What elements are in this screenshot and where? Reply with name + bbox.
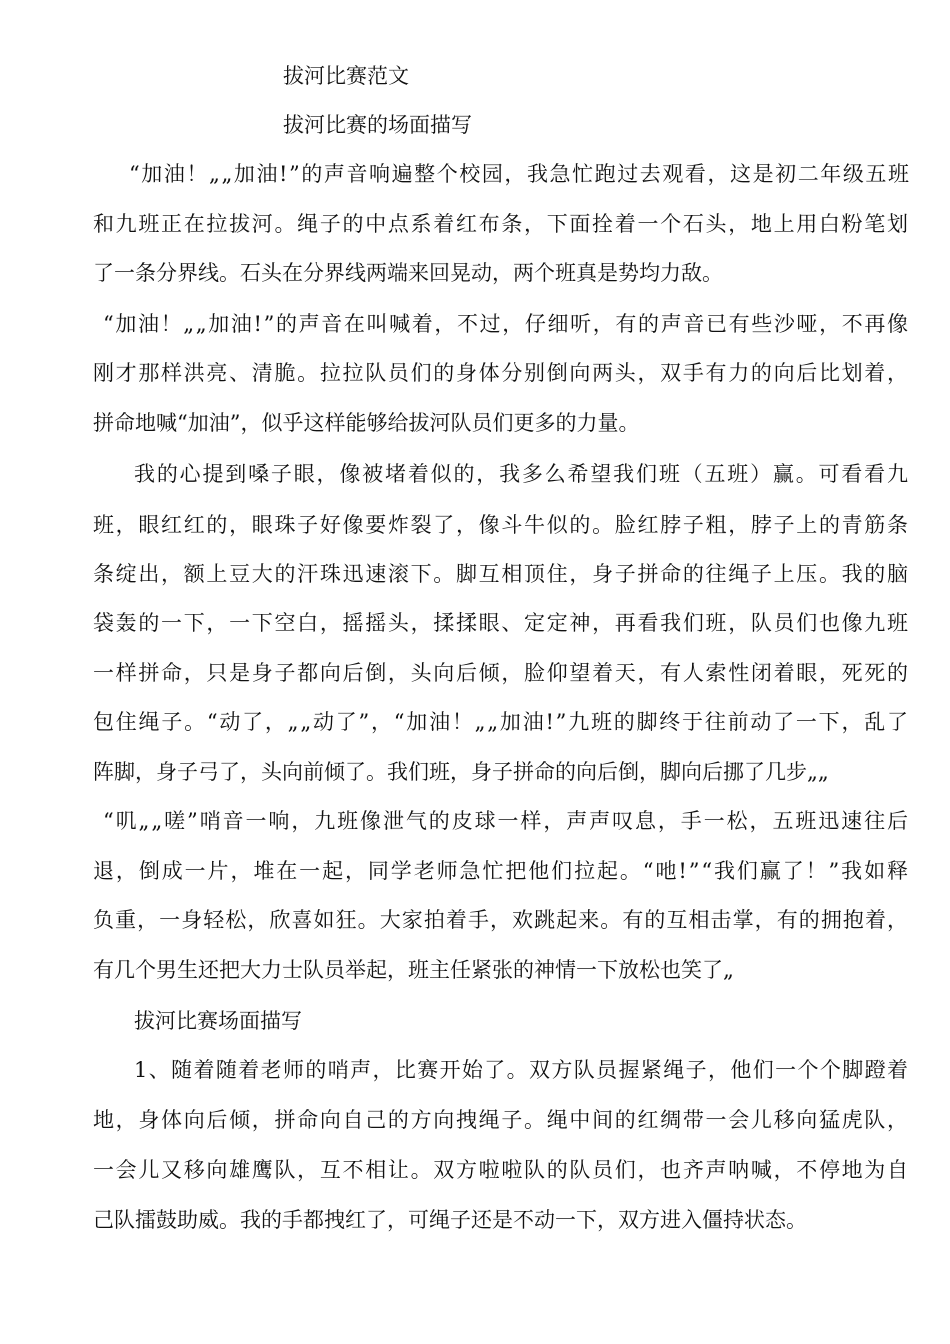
document-title: 拔河比赛范文 xyxy=(283,64,409,88)
section-heading: 拔河比赛场面描写 xyxy=(134,1009,302,1033)
paragraph-line: 阵脚，身子弓了，头向前倾了。我们班，身子拼命的向后倒，脚向后挪了几步„„ xyxy=(93,760,829,784)
paragraph-line: 班，眼红红的，眼珠子好像要炸裂了，像斗牛似的。脸红脖子粗，脖子上的青筋条 xyxy=(93,513,910,537)
paragraph-line: “加油！„„加油!”的声音响遍整个校园，我急忙跑过去观看，这是初二年级五班 xyxy=(129,162,911,186)
paragraph-line: 刚才那样洪亮、清脆。拉拉队员们的身体分别倒向两头，双手有力的向后比划着， xyxy=(93,361,910,385)
paragraph-line: “加油！„„加油!”的声音在叫喊着，不过，仔细听，有的声音已有些沙哑，不再像 xyxy=(103,312,910,336)
paragraph-line: 地，身体向后倾，拼命向自己的方向拽绳子。绳中间的红绸带一会儿移向猛虎队， xyxy=(93,1108,910,1132)
paragraph-line: 了一条分界线。石头在分界线两端来回晃动，两个班真是势均力敌。 xyxy=(93,261,723,285)
document-subtitle: 拔河比赛的场面描写 xyxy=(283,113,472,137)
paragraph-line: 负重，一身轻松，欣喜如狂。大家拍着手，欢跳起来。有的互相击掌，有的拥抱着， xyxy=(93,908,910,932)
paragraph-line: 袋轰的一下，一下空白，摇摇头，揉揉眼、定定神，再看我们班，队员们也像九班 xyxy=(93,611,910,635)
paragraph-line: “叽„„嗟”哨音一响，九班像泄气的皮球一样，声声叹息，手一松，五班迅速往后 xyxy=(103,809,910,833)
paragraph-line: 己队擂鼓助威。我的手都拽红了，可绳子还是不动一下，双方进入僵持状态。 xyxy=(93,1208,807,1232)
paragraph-line: 我的心提到嗓子眼，像被堵着似的，我多么希望我们班（五班）赢。可看看九 xyxy=(134,462,910,486)
paragraph-line: 有几个男生还把大力士队员举起，班主任紧张的神情一下放松也笑了„ xyxy=(93,958,734,982)
paragraph-line: 1、随着随着老师的哨声，比赛开始了。双方队员握紧绳子，他们一个个脚蹬着 xyxy=(134,1058,910,1082)
paragraph-line: 退，倒成一片，堆在一起，同学老师急忙把他们拉起。“吔!”“我们赢了！”我如释 xyxy=(93,859,910,883)
paragraph-line: 和九班正在拉拔河。绳子的中点系着红布条，下面拴着一个石头，地上用白粉笔划 xyxy=(93,212,910,236)
paragraph-line: 一会儿又移向雄鹰队，互不相让。双方啦啦队的队员们，也齐声呐喊，不停地为自 xyxy=(93,1158,910,1182)
paragraph-line: 拼命地喊“加油”，似乎这样能够给拔河队员们更多的力量。 xyxy=(93,411,640,435)
paragraph-line: 包住绳子。“动了，„„动了”，“加油！„„加油!”九班的脚终于往前动了一下，乱了 xyxy=(93,710,910,734)
paragraph-line: 一样拼命，只是身子都向后倒，头向后倾，脸仰望着天，有人索性闭着眼，死死的 xyxy=(93,661,910,685)
paragraph-line: 条绽出，额上豆大的汗珠迅速滚下。脚互相顶住，身子拼命的往绳子上压。我的脑 xyxy=(93,562,910,586)
